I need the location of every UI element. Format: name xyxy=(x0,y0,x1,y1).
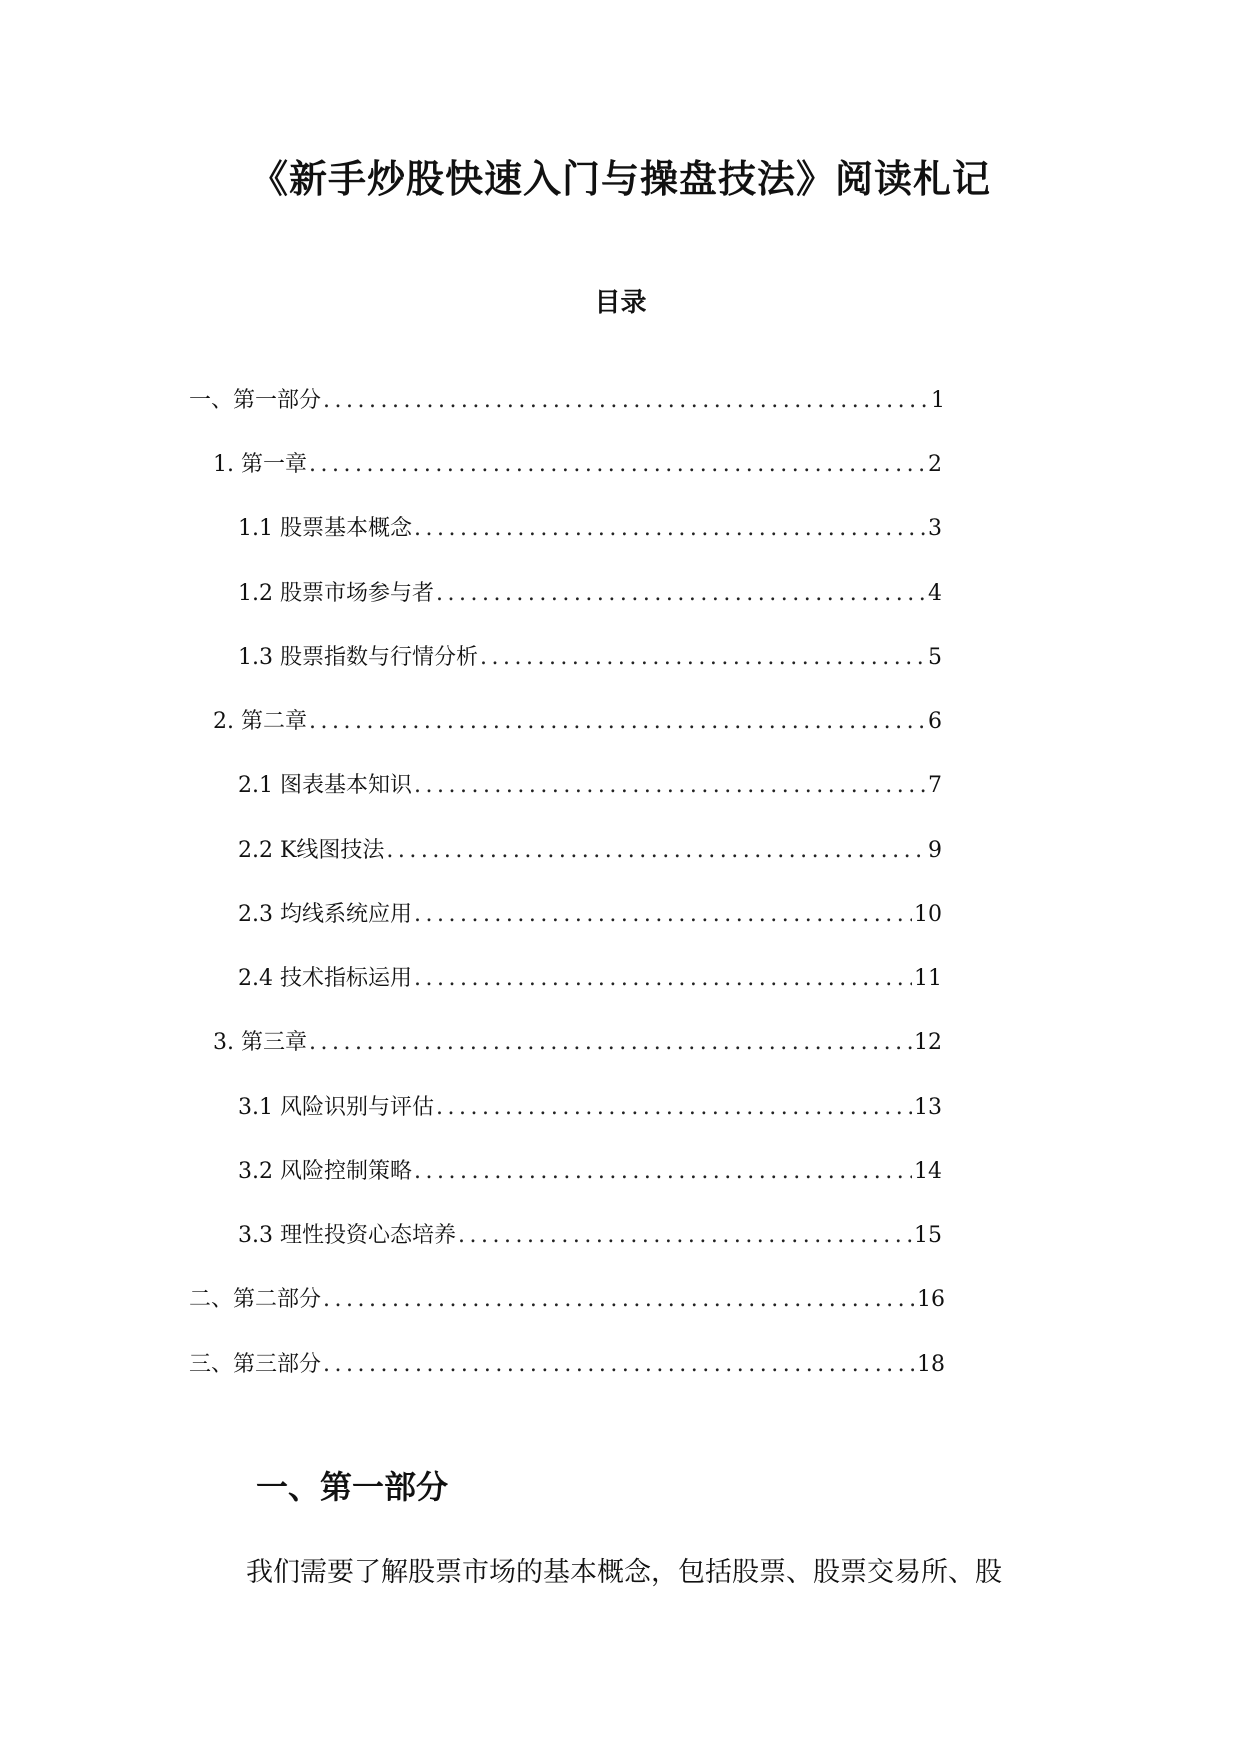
toc-dot-leader xyxy=(321,384,929,418)
toc-entry-label: 3. 第三章 xyxy=(213,1030,307,1055)
toc-page-number: 13 xyxy=(914,1095,942,1120)
toc-entry-chapter-3[interactable] xyxy=(213,1026,942,1060)
toc-dot-leader xyxy=(412,512,926,546)
toc-page-number: 12 xyxy=(914,1030,942,1055)
toc-entry-label: 二、第二部分 xyxy=(189,1287,322,1312)
toc-page-number: 6 xyxy=(928,709,942,734)
toc-dot-leader xyxy=(434,577,926,611)
toc-page-number: 1 xyxy=(931,388,945,413)
toc-entry-label: 3.2 风险控制策略 xyxy=(238,1159,412,1184)
toc-page-number: 2 xyxy=(928,452,942,477)
toc-entry-label: 3.1 风险识别与评估 xyxy=(238,1095,434,1120)
toc-entry-label: 2.1 图表基本知识 xyxy=(238,773,412,798)
toc-heading: 目录 xyxy=(594,288,647,318)
toc-dot-leader xyxy=(456,1219,912,1253)
toc-page-number: 10 xyxy=(914,902,942,927)
toc-entry-label: 1.3 股票指数与行情分析 xyxy=(238,645,478,670)
toc-entry-label: 2.2 K线图技法 xyxy=(238,838,385,863)
toc-entry-part-3[interactable] xyxy=(189,1348,945,1382)
toc-dot-leader xyxy=(307,705,926,739)
toc-entry-label: 2. 第二章 xyxy=(213,709,307,734)
toc-entry-2-1[interactable] xyxy=(238,769,942,803)
toc-entry-label: 2.3 均线系统应用 xyxy=(238,902,412,927)
toc-entry-chapter-1[interactable] xyxy=(213,448,942,482)
toc-dot-leader xyxy=(412,1155,912,1189)
toc-entry-3-3[interactable] xyxy=(238,1219,942,1253)
toc-page-number: 5 xyxy=(928,645,942,670)
toc-entry-3-1[interactable] xyxy=(238,1091,942,1125)
toc-page-number: 11 xyxy=(914,966,942,991)
toc-entry-2-2[interactable] xyxy=(238,834,942,868)
toc-page-number: 9 xyxy=(928,838,942,863)
toc-page-number: 7 xyxy=(928,773,942,798)
toc-entry-1-3[interactable] xyxy=(238,641,942,675)
toc-dot-leader xyxy=(412,898,912,932)
toc-entry-1-1[interactable] xyxy=(238,512,942,546)
toc-entry-label: 三、第三部分 xyxy=(189,1352,322,1377)
toc-entry-part-2[interactable] xyxy=(189,1283,945,1317)
toc-entry-part-1[interactable] xyxy=(189,384,945,418)
document-title: 《新手炒股快速入门与操盘技法》阅读札记 xyxy=(249,156,991,201)
toc-page-number: 18 xyxy=(917,1352,945,1377)
toc-dot-leader xyxy=(384,834,926,868)
toc-entry-label: 2.4 技术指标运用 xyxy=(238,966,412,991)
toc-entry-label: 3.3 理性投资心态培养 xyxy=(238,1223,456,1248)
toc-entry-label: 1. 第一章 xyxy=(213,452,307,477)
toc-dot-leader xyxy=(321,1348,915,1382)
toc-dot-leader xyxy=(321,1283,915,1317)
toc-entry-chapter-2[interactable] xyxy=(213,705,942,739)
toc-dot-leader xyxy=(412,769,926,803)
toc-dot-leader xyxy=(307,448,926,482)
toc-dot-leader xyxy=(434,1091,912,1125)
toc-page-number: 16 xyxy=(917,1287,945,1312)
toc-page-number: 3 xyxy=(928,516,942,541)
toc-entry-label: 1.2 股票市场参与者 xyxy=(238,581,434,606)
body-paragraph: 我们需要了解股票市场的基本概念，包括股票、股票交易所、股 xyxy=(246,1557,1002,1588)
toc-entry-1-2[interactable] xyxy=(238,577,942,611)
toc-dot-leader xyxy=(412,962,912,996)
toc-page-number: 4 xyxy=(928,581,942,606)
toc-dot-leader xyxy=(307,1026,912,1060)
toc-entry-3-2[interactable] xyxy=(238,1155,942,1189)
toc-page-number: 14 xyxy=(914,1159,942,1184)
toc-entry-label: 一、第一部分 xyxy=(189,388,322,413)
section-heading: 一、第一部分 xyxy=(256,1468,449,1506)
toc-entry-2-3[interactable] xyxy=(238,898,942,932)
toc-entry-label: 1.1 股票基本概念 xyxy=(238,516,412,541)
toc-page-number: 15 xyxy=(914,1223,942,1248)
toc-dot-leader xyxy=(478,641,926,675)
toc-entry-2-4[interactable] xyxy=(238,962,942,996)
